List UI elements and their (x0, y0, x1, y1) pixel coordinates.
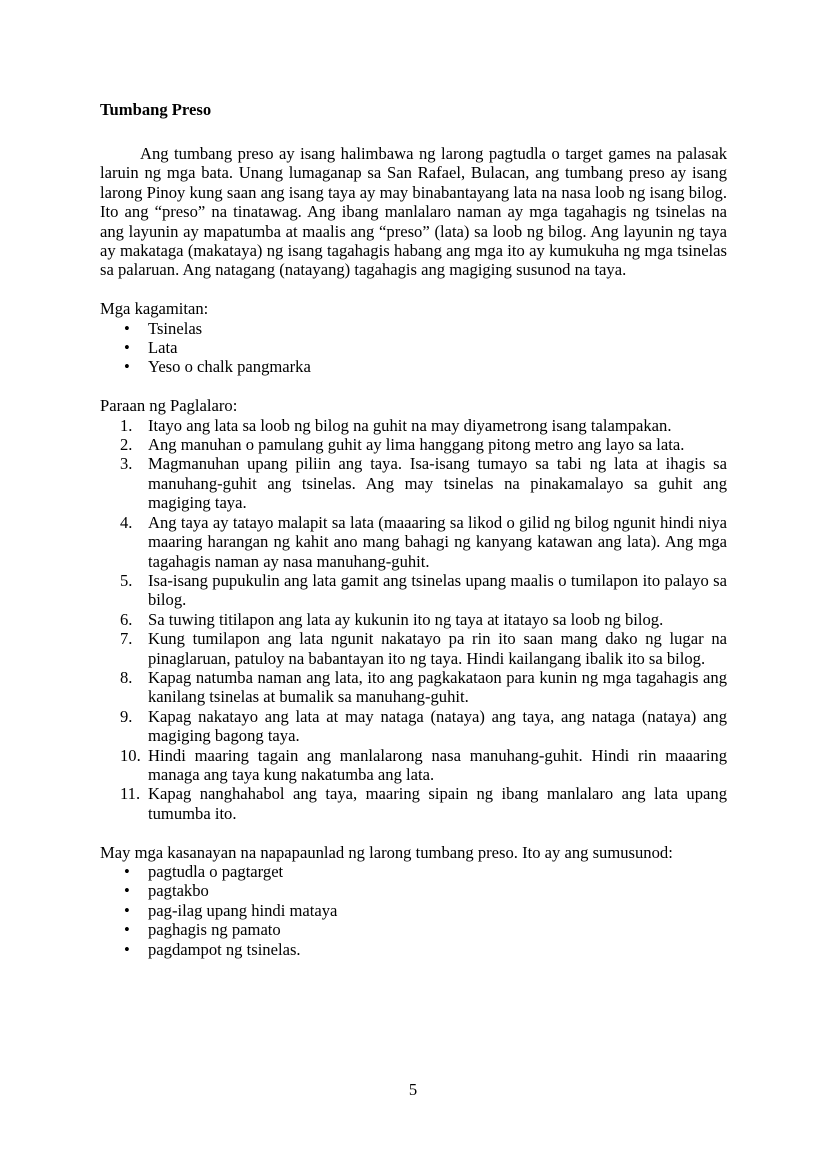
equipment-item: • Lata (100, 338, 727, 357)
step-item: Ang manuhan o pamulang guhit ay lima hanggang pitong metro ang layo sa lata. (148, 435, 685, 455)
how-to-play-heading: Paraan ng Paglalaro: (100, 396, 238, 416)
step-item: Ang taya ay tatayo malapit sa lata (maaaring sa likod o gilid ng bilog ngunit hindi niya maaring harangan ng kahit ano mang bahagi ng kanyang katawan ang lata). Ang mga tagahagis naman ay nasa manuhang-guhit. (148, 512, 727, 571)
skill-item: • pagdampot ng tsinelas. (100, 940, 727, 959)
equipment-heading: Mga kagamitan: (100, 299, 209, 319)
page-number: 5 (408, 1080, 418, 1099)
how-to-play-list (100, 416, 727, 824)
page-title: Tumbang Preso (100, 100, 212, 119)
equipment-item: • Yeso o chalk pangmarka (100, 357, 727, 376)
skill-item: • paghagis ng pamato (100, 920, 727, 939)
step-item: Isa-isang pupukulin ang lata gamit ang tsinelas upang maalis o tumilapon ito palayo sa bilog. (148, 570, 727, 610)
skills-list (100, 862, 727, 959)
equipment-list (100, 319, 727, 377)
step-item: Kapag nakatayo ang lata at may nataga (nataya) ang taya, ang nataga (nataya) ang magiging bagong taya. (148, 706, 727, 746)
skill-item: • pagtakbo (100, 881, 727, 900)
page-footer (0, 1080, 826, 1099)
step-item: Kung tumilapon ang lata ngunit nakatayo pa rin ito saan mang dako ng lugar na pinaglaruan, patuloy na babantayan ito ng taya. Hindi kailangang ibalik ito sa bilog. (148, 629, 727, 668)
step-item: Itayo ang lata sa loob ng bilog na guhit na may diyametrong isang talampakan. (148, 415, 672, 435)
step-item: Kapag nanghahabol ang taya, maaring sipain ng ibang manlalaro ang lata upang tumumba ito. (148, 784, 727, 823)
step-item: Kapag natumba naman ang lata, ito ang pagkakataon para kunin ng mga tagahagis ang kanilang tsinelas at bumalik sa manuhang-guhit. (148, 667, 727, 707)
skill-item: • pag-ilag upang hindi mataya (100, 901, 727, 920)
equipment-item: • Tsinelas (100, 319, 727, 338)
step-item: Magmanuhan upang piliin ang taya. Isa-isang tumayo sa tabi ng lata at ihagis sa manuhang-guhit ang tsinelas. Ang may tsinelas na pinakamalayo sa guhit ang magiging taya. (148, 454, 727, 513)
skills-intro: May mga kasanayan na napapaunlad ng larong tumbang preso. Ito ay ang sumusunod: (100, 842, 673, 862)
step-item: Hindi maaring tagain ang manlalarong nasa manuhang-guhit. Hindi rin maaaring managa ang taya kung nakatumba ang lata. (148, 745, 727, 784)
intro-paragraph: Ang tumbang preso ay isang halimbawa ng larong pagtudla o target games na palasak laruin ng mga bata. Unang lumaganap sa San Rafael, Bulacan, ang tumbang preso ay isang larong Pinoy kung saan ang isang taya ay may binabantayang lata na nasa loob ng isang bilog. Ito ang “preso” na tinatawag. Ang ibang manlalaro naman ay mga tagahagis ng tsinelas na ang layunin ay mapatumba at maalis ang “preso” (lata) sa loob ng bilog. Ang layunin ng taya ay makataga (makataya) ng isang tagahagis habang ang mga ito ay kumukuha ng mga tsinelas sa palaruan. Ang natagang (natayang) tagahagis ang magiging susunod na taya. (100, 144, 727, 280)
page-content (100, 100, 727, 959)
skill-item: • pagtudla o pagtarget (100, 862, 727, 881)
step-item: Sa tuwing titilapon ang lata ay kukunin ito ng taya at itatayo sa loob ng bilog. (148, 609, 664, 629)
